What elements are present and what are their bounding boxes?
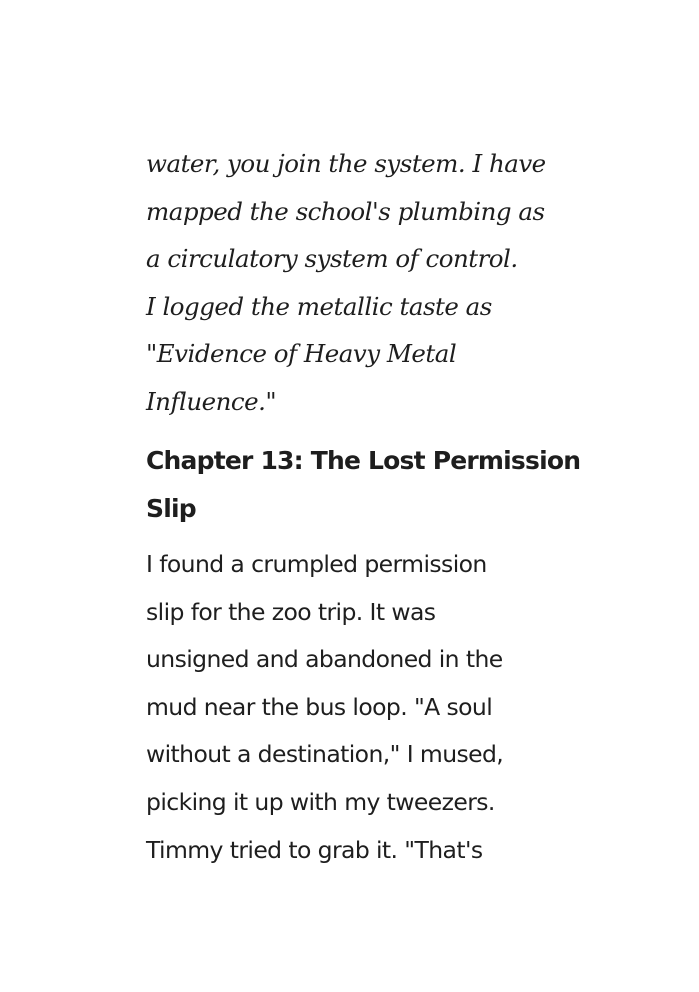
text-line: Timmy tried to grab it. "That's: [146, 835, 483, 864]
text-line: Influence.": [146, 386, 277, 416]
text-line: picking it up with my tweezers.: [146, 787, 495, 816]
text-line: I found a crumpled permission: [146, 550, 487, 578]
text-line: without a destination," I mused,: [146, 740, 504, 769]
text-line: unsigned and abandoned in the: [146, 645, 503, 674]
text-line: I logged the metallic taste as: [146, 291, 492, 321]
chapter-title-line: Slip: [146, 494, 196, 523]
chapter-heading: [146, 437, 581, 533]
text-line: "Evidence of Heavy Metal: [146, 339, 457, 368]
chapter-title-line: Chapter 13: The Lost Permission: [146, 446, 581, 475]
text-line: mud near the bus loop. "A soul: [146, 692, 493, 721]
text-line: mapped the school's plumbing as: [146, 196, 545, 226]
book-page: [146, 140, 581, 874]
italic-paragraph: [146, 140, 566, 425]
body-paragraph: [146, 541, 566, 874]
text-line: a circulatory system of control.: [146, 244, 518, 273]
text-line: water, you join the system. I have: [146, 149, 546, 178]
text-line: slip for the zoo trip. It was: [146, 597, 436, 626]
